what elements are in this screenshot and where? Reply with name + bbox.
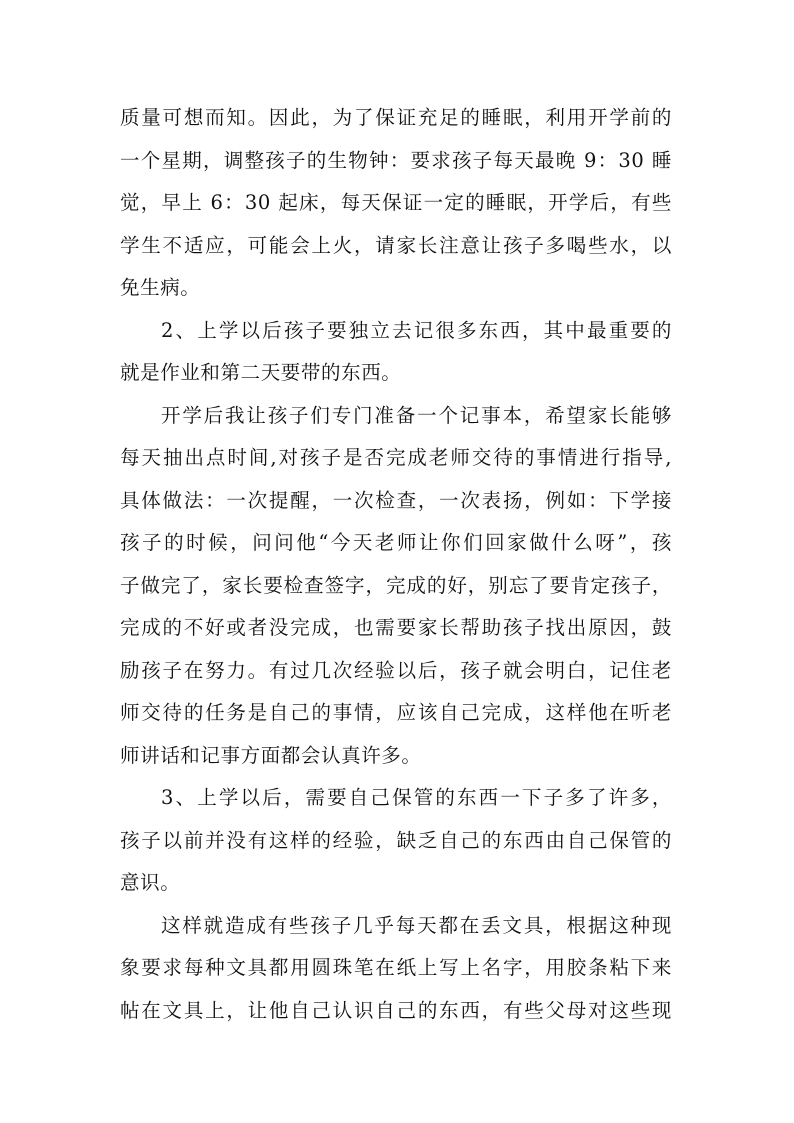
text-line: 师讲话和记事方面都会认真许多。 — [120, 743, 422, 767]
text-line: 孩子的时候，问问他“今天老师让你们回家做什么呀”，孩 — [120, 531, 672, 554]
text-line: 孩子以前并没有这样的经验，缺乏自己的东西由自己保管的 — [120, 828, 672, 852]
text-line: 3、上学以后，需要自己保管的东西一下子多了许多， — [161, 786, 672, 809]
text-line: 师交待的任务是自己的事情，应该自己完成，这样他在听老 — [120, 701, 672, 724]
text-line: 帖在文具上，让他自己认识自己的东西，有些父母对这些现 — [120, 998, 672, 1022]
text-line: 觉，早上 6：30 起床，每天保证一定的睡眠，开学后，有些 — [120, 191, 672, 214]
text-line: 每天抽出点时间,对孩子是否完成老师交待的事情进行指导, — [120, 446, 672, 469]
text-line: 意识。 — [120, 871, 181, 894]
text-line: 具体做法：一次提醒，一次检查，一次表扬，例如：下学接 — [120, 488, 672, 512]
text-line: 象要求每种文具都用圆珠笔在纸上写上名字，用胶条粘下来 — [120, 956, 672, 979]
text-line: 完成的不好或者没完成，也需要家长帮助孩子找出原因，鼓 — [120, 616, 672, 639]
text-line: 就是作业和第二天要带的东西。 — [120, 361, 402, 384]
text-line: 励孩子在努力。有过几次经验以后，孩子就会明白，记住老 — [120, 658, 672, 682]
text-line: 质量可想而知。因此，为了保证充足的睡眠，利用开学前的 — [120, 106, 672, 129]
text-line: 一个星期，调整孩子的生物钟：要求孩子每天最晚 9：30 睡 — [120, 148, 672, 172]
text-line: 这样就造成有些孩子几乎每天都在丢文具，根据这种现 — [161, 913, 672, 937]
document-body — [120, 97, 672, 1032]
text-line: 免生病。 — [120, 276, 201, 299]
text-line: 子做完了，家长要检查签字，完成的好，别忘了要肯定孩子， — [120, 573, 672, 597]
text-line: 2、上学以后孩子要独立去记很多东西，其中最重要的 — [161, 318, 672, 342]
text-line: 学生不适应，可能会上火，请家长注意让孩子多喝些水，以 — [120, 233, 672, 257]
text-line: 开学后我让孩子们专门准备一个记事本，希望家长能够 — [161, 403, 672, 427]
